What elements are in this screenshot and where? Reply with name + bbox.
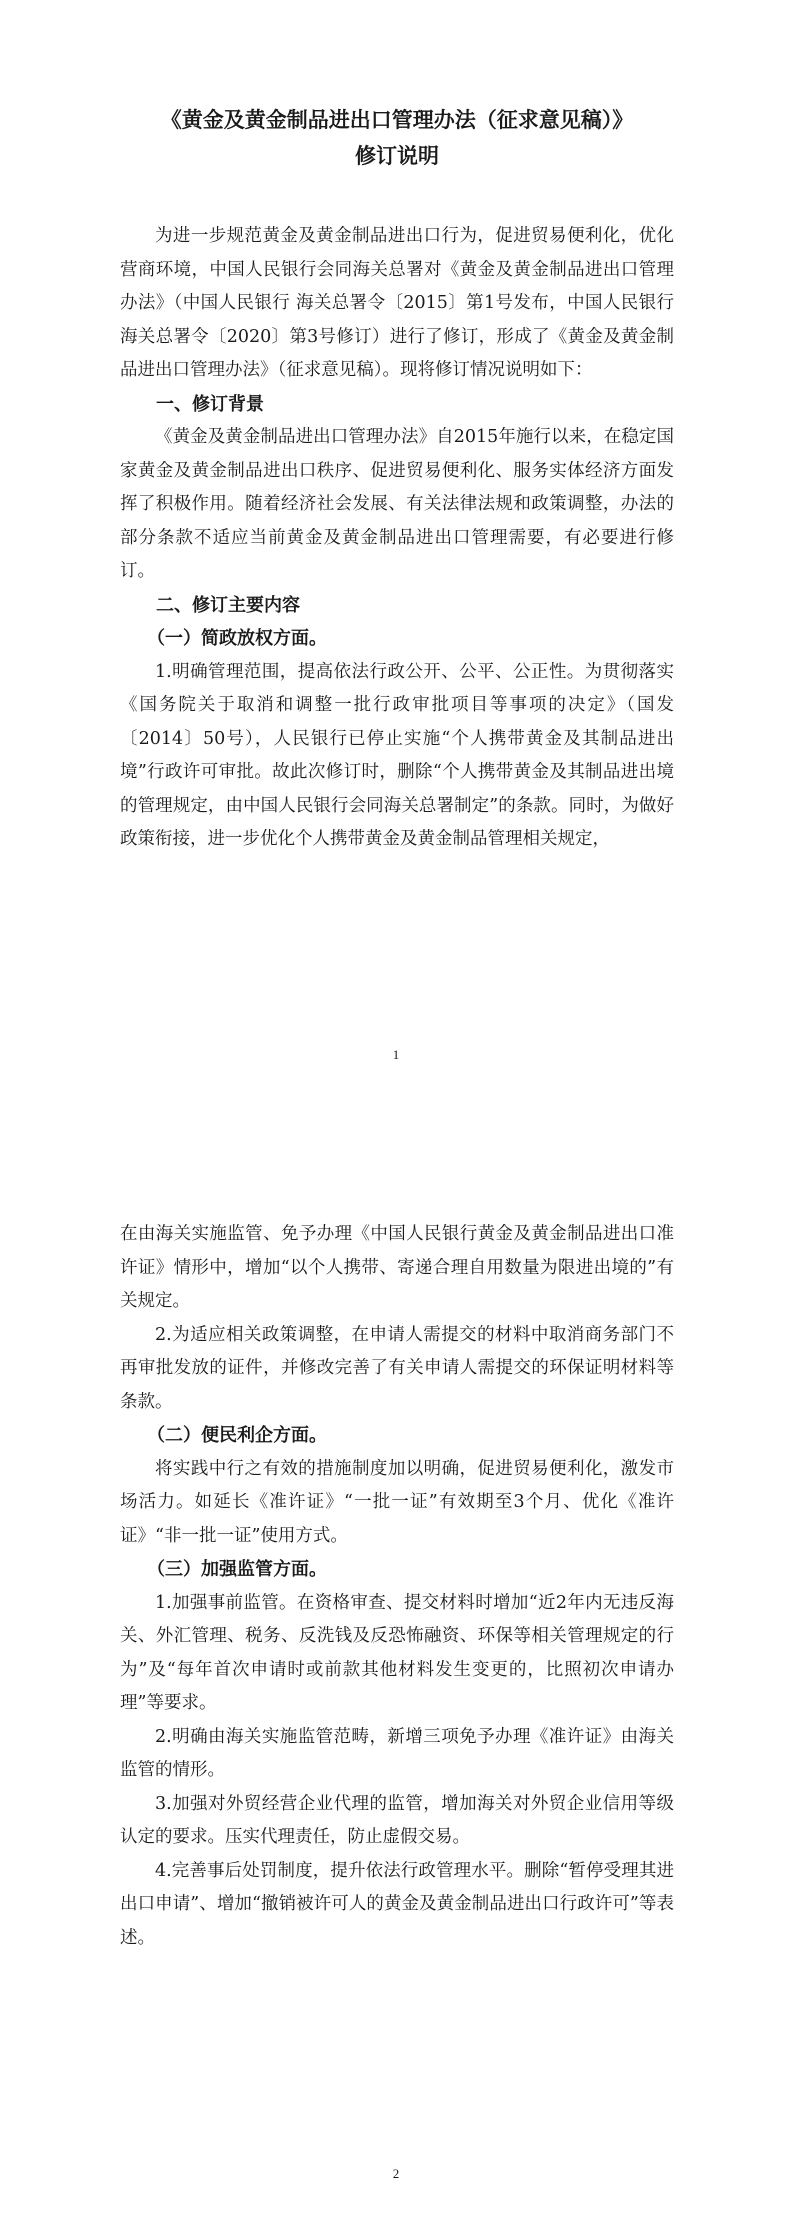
section-1-body: 《黄金及黄金制品进出口管理办法》自2015年施行以来，在稳定国家黄金及黄金制品进出口秩序、促进贸易便利化、服务实体经济方面发挥了积极作用。随着经济社会发展、有关法律法规和政策调整，办法的部分条款不适应当前黄金及黄金制品进出口管理需要，有必要进行修订。 (120, 427, 674, 581)
document-title-line-2: 修订说明 (355, 144, 439, 168)
subsection-2-heading: （二）便民利企方面。 (147, 1425, 327, 1446)
subsection-3-item-1: 1.加强事前监管。在资格审查、提交材料时增加“近2年内无违反海关、外汇管理、税务、反洗钱及反恐怖融资、环保等相关管理规定的行为”及“每年首次申请时或前款其他材料发生变更的，比照初次申请办理”等要求。 (120, 1592, 674, 1713)
page-number-1: 1 (392, 1047, 400, 1062)
subsection-1-heading: （一）简政放权方面。 (147, 628, 327, 649)
section-2-heading: 二、修订主要内容 (156, 594, 300, 616)
subsection-1-item-2: 2.为适应相关政策调整，在申请人需提交的材料中取消商务部门不再审批发放的证件，并修改完善了有关申请人需提交的环保证明材料等条款。 (120, 1324, 674, 1412)
subsection-1-item-1-part-2: 在由海关实施监管、免予办理《中国人民银行黄金及黄金制品进出口准许证》情形中，增加“以个人携带、寄递合理自用数量为限进出境的”有关规定。 (120, 1224, 674, 1311)
intro-paragraph: 为进一步规范黄金及黄金制品进出口行为，促进贸易便利化，优化营商环境，中国人民银行会同海关总署对《黄金及黄金制品进出口管理办法》（中国人民银行 海关总署令〔2015〕第1号发布，中国人民银行 海关总署令〔2020〕第3号修订）进行了修订，形成了《黄金及黄金制品进出口管理办法》（征求意见稿）。现将修订情况说明如下： (120, 226, 674, 380)
subsection-2-body: 将实践中行之有效的措施制度加以明确，促进贸易便利化，激发市场活力。如延长《准许证》“一批一证”有效期至3个月、优化《准许证》“非一批一证”使用方式。 (120, 1458, 674, 1546)
subsection-3-item-3: 3.加强对外贸经营企业代理的监管，增加海关对外贸企业信用等级认定的要求。压实代理责任，防止虚假交易。 (120, 1793, 674, 1847)
subsection-3-item-2: 2.明确由海关实施监管范畴，新增三项免予办理《准许证》由海关监管的情形。 (120, 1726, 674, 1780)
document-title-line-1: 《黄金及黄金制品进出口管理办法（征求意见稿）》 (160, 108, 634, 132)
page-number-2: 2 (392, 2166, 400, 2181)
subsection-1-item-1-part-1: 1.明确管理范围，提高依法行政公开、公平、公正性。为贯彻落实《国务院关于取消和调整一批行政审批项目等事项的决定》（国发〔2014〕50号），人民银行已停止实施“个人携带黄金及其制品进出境”行政许可审批。故此次修订时，删除“个人携带黄金及其制品进出境的管理规定，由中国人民银行会同海关总署制定”的条款。同时，为做好政策衔接，进一步优化个人携带黄金及黄金制品管理相关规定， (120, 661, 674, 849)
subsection-3-heading: （三）加强监管方面。 (147, 1559, 327, 1580)
page-2 (0, 1120, 792, 2240)
section-1-heading: 一、修订背景 (156, 393, 264, 415)
page-2-content (120, 1120, 674, 1955)
subsection-3-item-4: 4.完善事后处罚制度，提升依法行政管理水平。删除“暂停受理其进出口申请”、增加“撤销被许可人的黄金及黄金制品进出口行政许可”等表述。 (120, 1860, 674, 1948)
